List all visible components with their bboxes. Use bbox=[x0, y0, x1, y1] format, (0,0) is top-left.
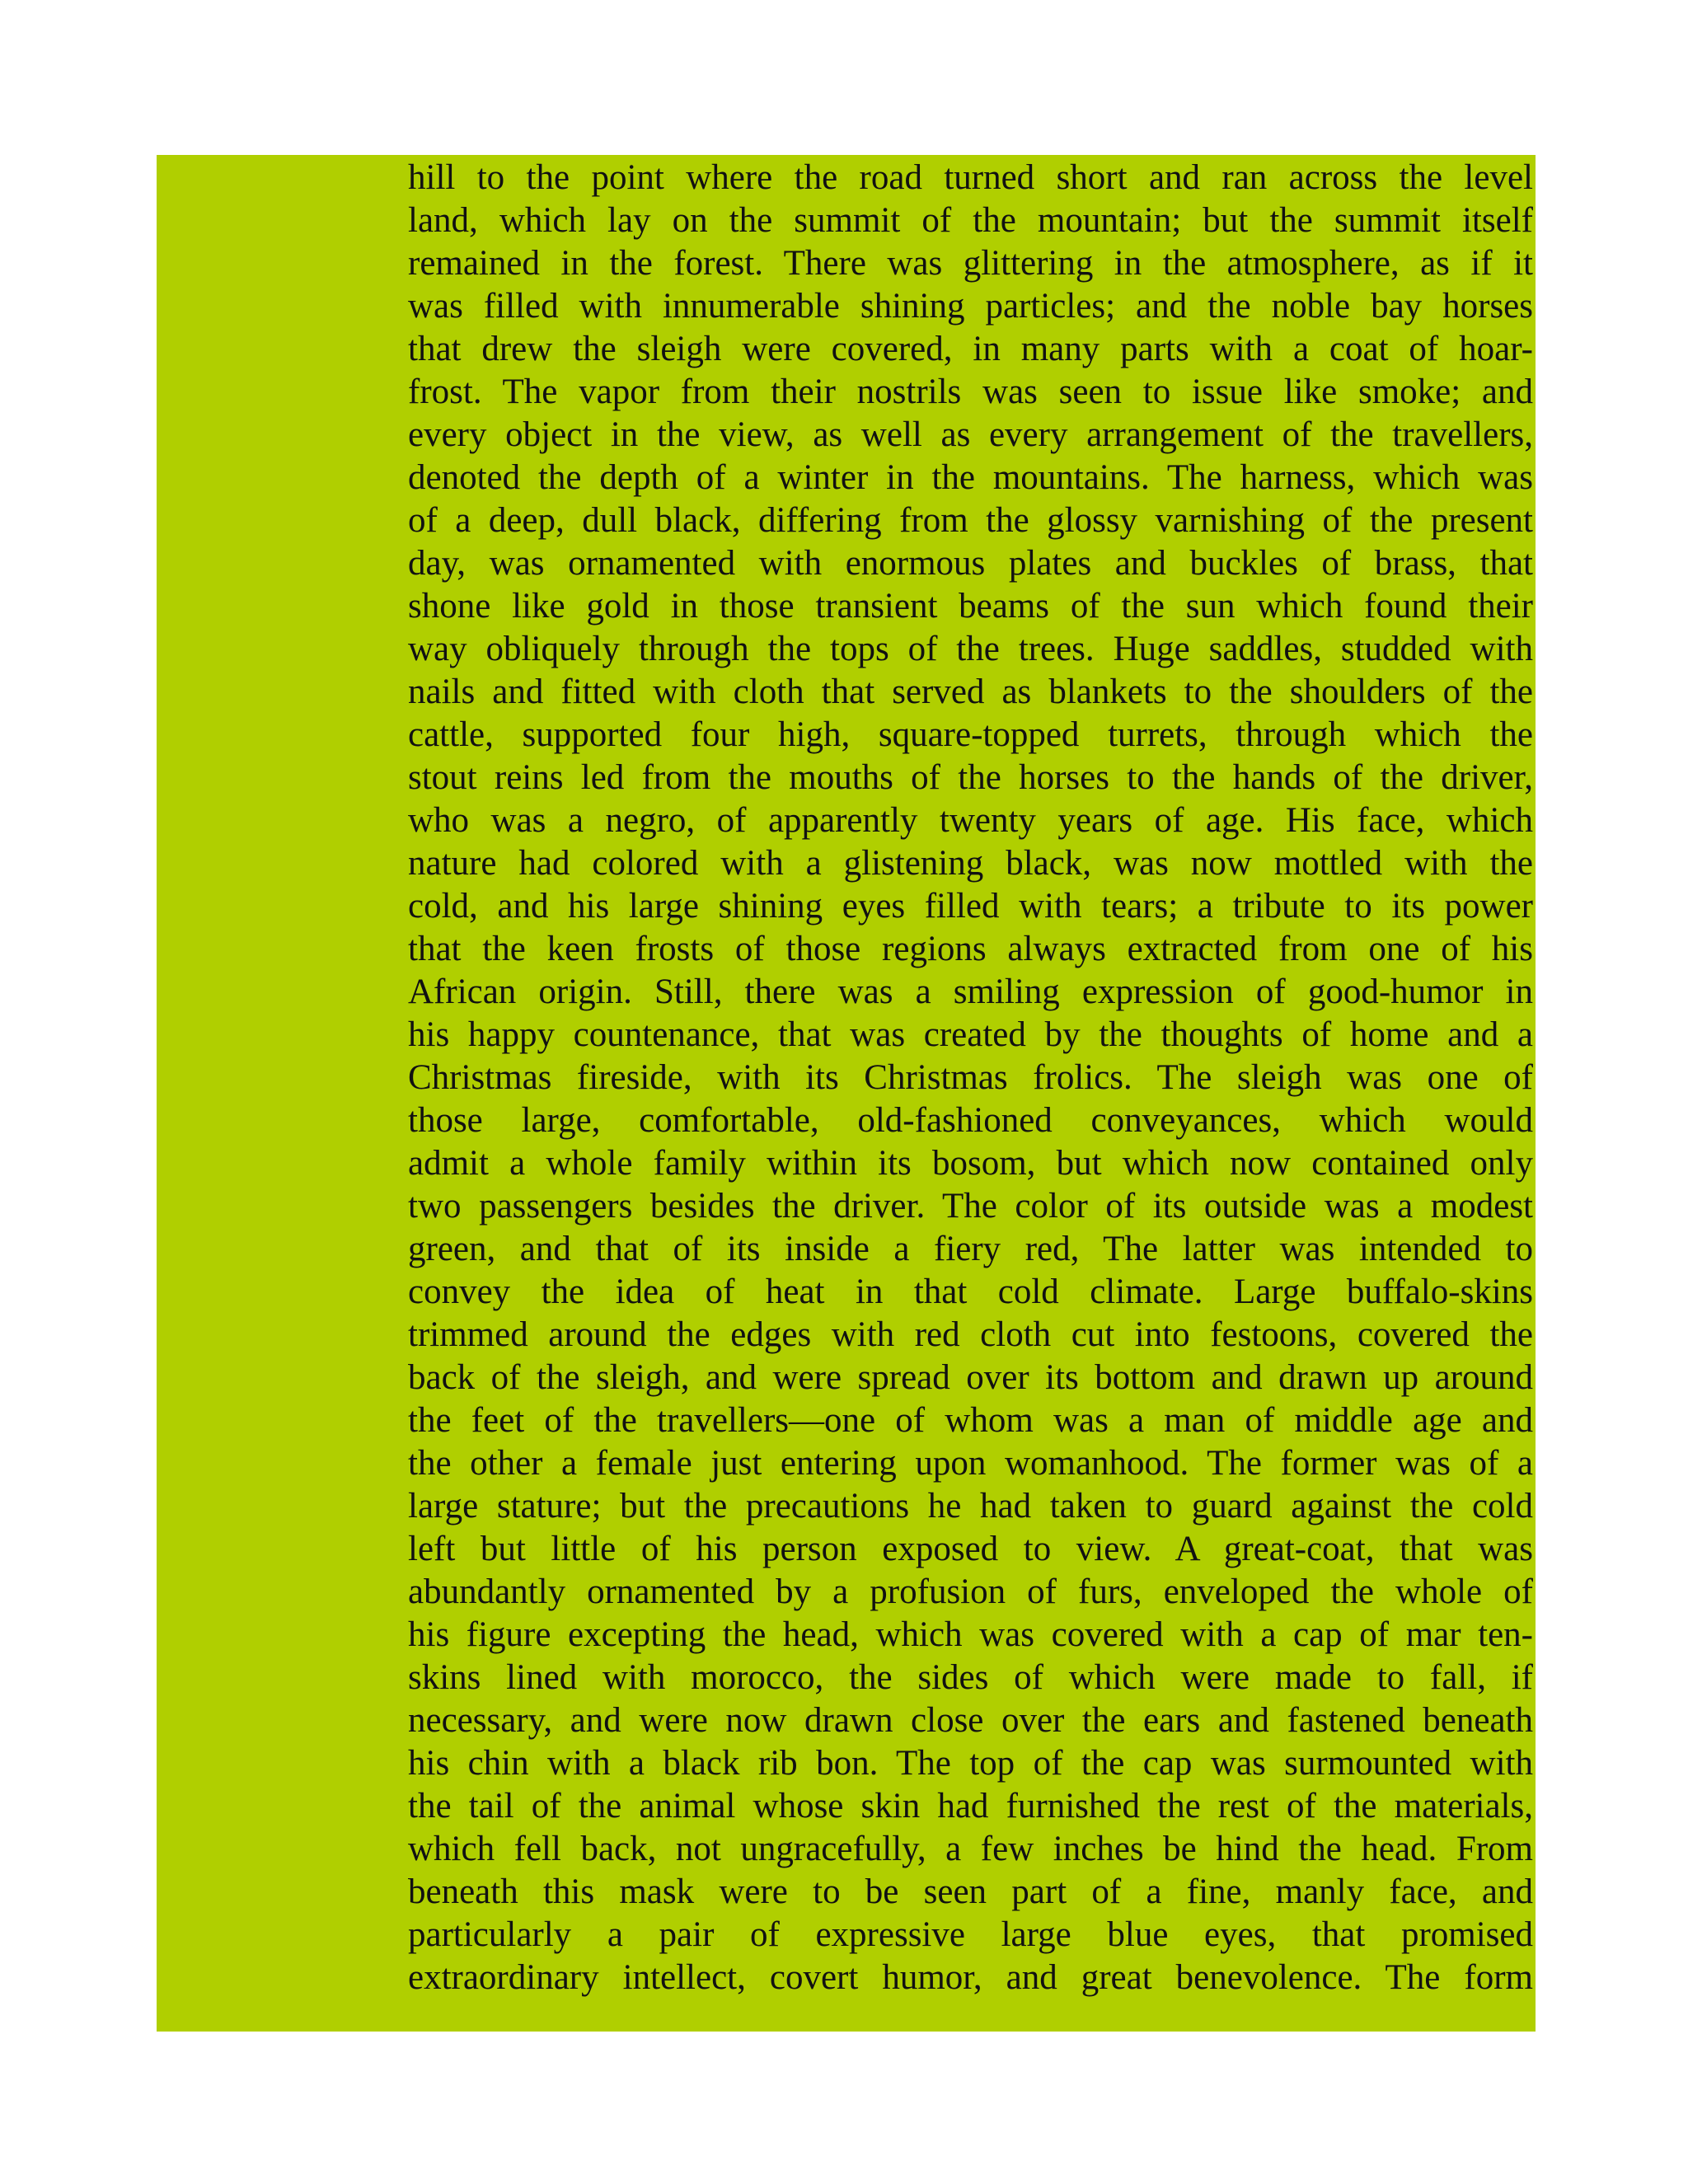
text-line: large stature; but the precautions he had taken to guard against the cold bbox=[408, 1487, 1533, 1526]
text-line: way obliquely through the tops of the trees. Huge saddles, studded with bbox=[408, 630, 1533, 668]
text-line: necessary, and were now drawn close over the ears and fastened beneath bbox=[408, 1701, 1533, 1740]
text-line: stout reins led from the mouths of the horses to the hands of the driver, bbox=[408, 758, 1533, 797]
text-line: convey the idea of heat in that cold climate. Large buffalo-skins bbox=[408, 1272, 1533, 1311]
text-line: every object in the view, as well as every arrangement of the travellers, bbox=[408, 415, 1533, 454]
text-line: those large, comfortable, old-fashioned conveyances, which would bbox=[408, 1101, 1533, 1140]
text-line: that drew the sleigh were covered, in many parts with a coat of hoar- bbox=[408, 330, 1533, 368]
text-line: extraordinary intellect, covert humor, and great benevolence. The form bbox=[408, 1958, 1533, 1997]
text-line: frost. The vapor from their nostrils was seen to issue like smoke; and bbox=[408, 373, 1533, 411]
text-line: back of the sleigh, and were spread over its bottom and drawn up around bbox=[408, 1358, 1533, 1397]
body-text-column bbox=[408, 157, 1533, 1999]
text-line: denoted the depth of a winter in the mountains. The harness, which was bbox=[408, 458, 1533, 497]
text-line: African origin. Still, there was a smiling expression of good-humor in bbox=[408, 972, 1533, 1011]
text-line: day, was ornamented with enormous plates and buckles of brass, that bbox=[408, 544, 1533, 583]
text-line: that the keen frosts of those regions always extracted from one of his bbox=[408, 930, 1533, 968]
text-line: hill to the point where the road turned short and ran across the level bbox=[408, 158, 1533, 197]
text-line: land, which lay on the summit of the mountain; but the summit itself bbox=[408, 201, 1533, 240]
text-line: was filled with innumerable shining particles; and the noble bay horses bbox=[408, 287, 1533, 326]
text-line: of a deep, dull black, differing from the glossy varnishing of the present bbox=[408, 501, 1533, 540]
text-line: shone like gold in those transient beams of the sun which found their bbox=[408, 587, 1533, 626]
text-line: admit a whole family within its bosom, but which now contained only bbox=[408, 1144, 1533, 1183]
text-line: the tail of the animal whose skin had furnished the rest of the materials, bbox=[408, 1787, 1533, 1825]
text-line: the feet of the travellers—one of whom was a man of middle age and bbox=[408, 1401, 1533, 1440]
text-line: particularly a pair of expressive large blue eyes, that promised bbox=[408, 1915, 1533, 1954]
text-line: trimmed around the edges with red cloth cut into festoons, covered the bbox=[408, 1315, 1533, 1354]
text-line: his figure excepting the head, which was covered with a cap of mar ten- bbox=[408, 1615, 1533, 1654]
text-line: nature had colored with a glistening black, was now mottled with the bbox=[408, 844, 1533, 883]
text-line: who was a negro, of apparently twenty years of age. His face, which bbox=[408, 801, 1533, 840]
text-line: the other a female just entering upon womanhood. The former was of a bbox=[408, 1444, 1533, 1483]
text-line: remained in the forest. There was glittering in the atmosphere, as if it bbox=[408, 244, 1533, 283]
text-line: skins lined with morocco, the sides of which were made to fall, if bbox=[408, 1658, 1533, 1697]
text-line: abundantly ornamented by a profusion of furs, enveloped the whole of bbox=[408, 1572, 1533, 1611]
text-line: green, and that of its inside a fiery red, The latter was intended to bbox=[408, 1230, 1533, 1268]
text-line: his chin with a black rib bon. The top of the cap was surmounted with bbox=[408, 1744, 1533, 1783]
text-line: cattle, supported four high, square-topped turrets, through which the bbox=[408, 715, 1533, 754]
text-line: Christmas fireside, with its Christmas frolics. The sleigh was one of bbox=[408, 1058, 1533, 1097]
text-line: cold, and his large shining eyes filled with tears; a tribute to its power bbox=[408, 887, 1533, 926]
text-line: which fell back, not ungracefully, a few inches be hind the head. From bbox=[408, 1830, 1533, 1868]
text-line: left but little of his person exposed to view. A great-coat, that was bbox=[408, 1530, 1533, 1568]
text-line: beneath this mask were to be seen part of a fine, manly face, and bbox=[408, 1872, 1533, 1911]
text-line: two passengers besides the driver. The color of its outside was a modest bbox=[408, 1187, 1533, 1226]
text-line: his happy countenance, that was created by the thoughts of home and a bbox=[408, 1015, 1533, 1054]
text-line: nails and fitted with cloth that served as blankets to the shoulders of the bbox=[408, 673, 1533, 711]
